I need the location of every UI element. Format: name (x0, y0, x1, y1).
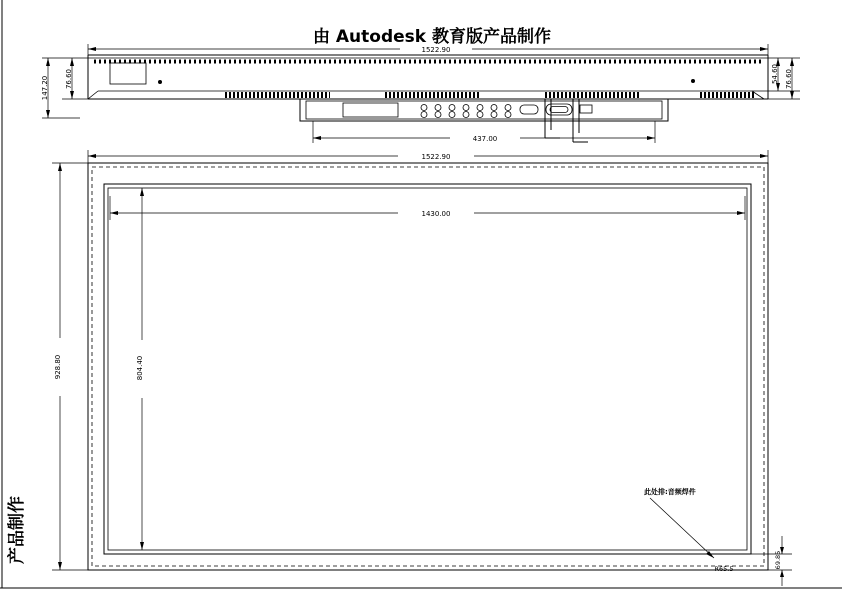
connector-panel (300, 99, 668, 121)
dim-label-front-height: 928.80 (54, 354, 62, 380)
dim-label-right-thickness: 76.60 (785, 68, 793, 90)
dim-topview-right (752, 58, 800, 99)
dim-label-overall-depth: 147.20 (41, 75, 49, 101)
autodesk-watermark-title: 由 Autodesk 教育版产品制作 (312, 27, 552, 47)
dim-label-topview-width: 1522.90 (421, 46, 451, 54)
top-view (41, 44, 800, 143)
dim-label-right-inner: 54.60 (771, 63, 779, 85)
handle-recess (110, 63, 146, 84)
corner-radius-label: R65.5 (714, 565, 734, 573)
port-small (580, 105, 592, 113)
dim-topview-left (41, 58, 88, 118)
dim-label-bottom-offset: 69.85 (774, 550, 782, 570)
dim-screen-height (136, 188, 144, 550)
dim-label-connector-width: 437.00 (472, 135, 498, 143)
screen-bezel-outline (104, 184, 751, 554)
dim-front-width (88, 150, 768, 163)
dim-label-left-thickness: 76.60 (65, 68, 73, 90)
side-watermark-text: 产品制作 (7, 496, 27, 564)
screw-hole (691, 79, 695, 83)
dim-topview-width (88, 44, 768, 55)
dim-label-front-width: 1522.90 (421, 153, 451, 161)
av-jacks (421, 105, 511, 118)
front-hidden-outline (92, 167, 764, 566)
front-view (52, 150, 792, 586)
dsub-connector-small (520, 105, 538, 114)
front-outer-outline (88, 163, 768, 570)
power-inlet (343, 103, 398, 117)
dim-front-height (52, 163, 88, 570)
dim-bottom-offset (751, 536, 792, 586)
autodesk-watermark-side (6, 496, 27, 564)
dim-connector-panel (313, 121, 655, 143)
dim-screen-width (110, 196, 745, 220)
dim-label-screen-height: 804.40 (136, 355, 144, 381)
dim-label-screen-width: 1430.00 (421, 210, 451, 218)
top-view-body (88, 55, 768, 99)
speaker-note (644, 487, 714, 558)
screw-hole (158, 80, 162, 84)
note-label: 此处排:音频焊件 (644, 488, 696, 496)
